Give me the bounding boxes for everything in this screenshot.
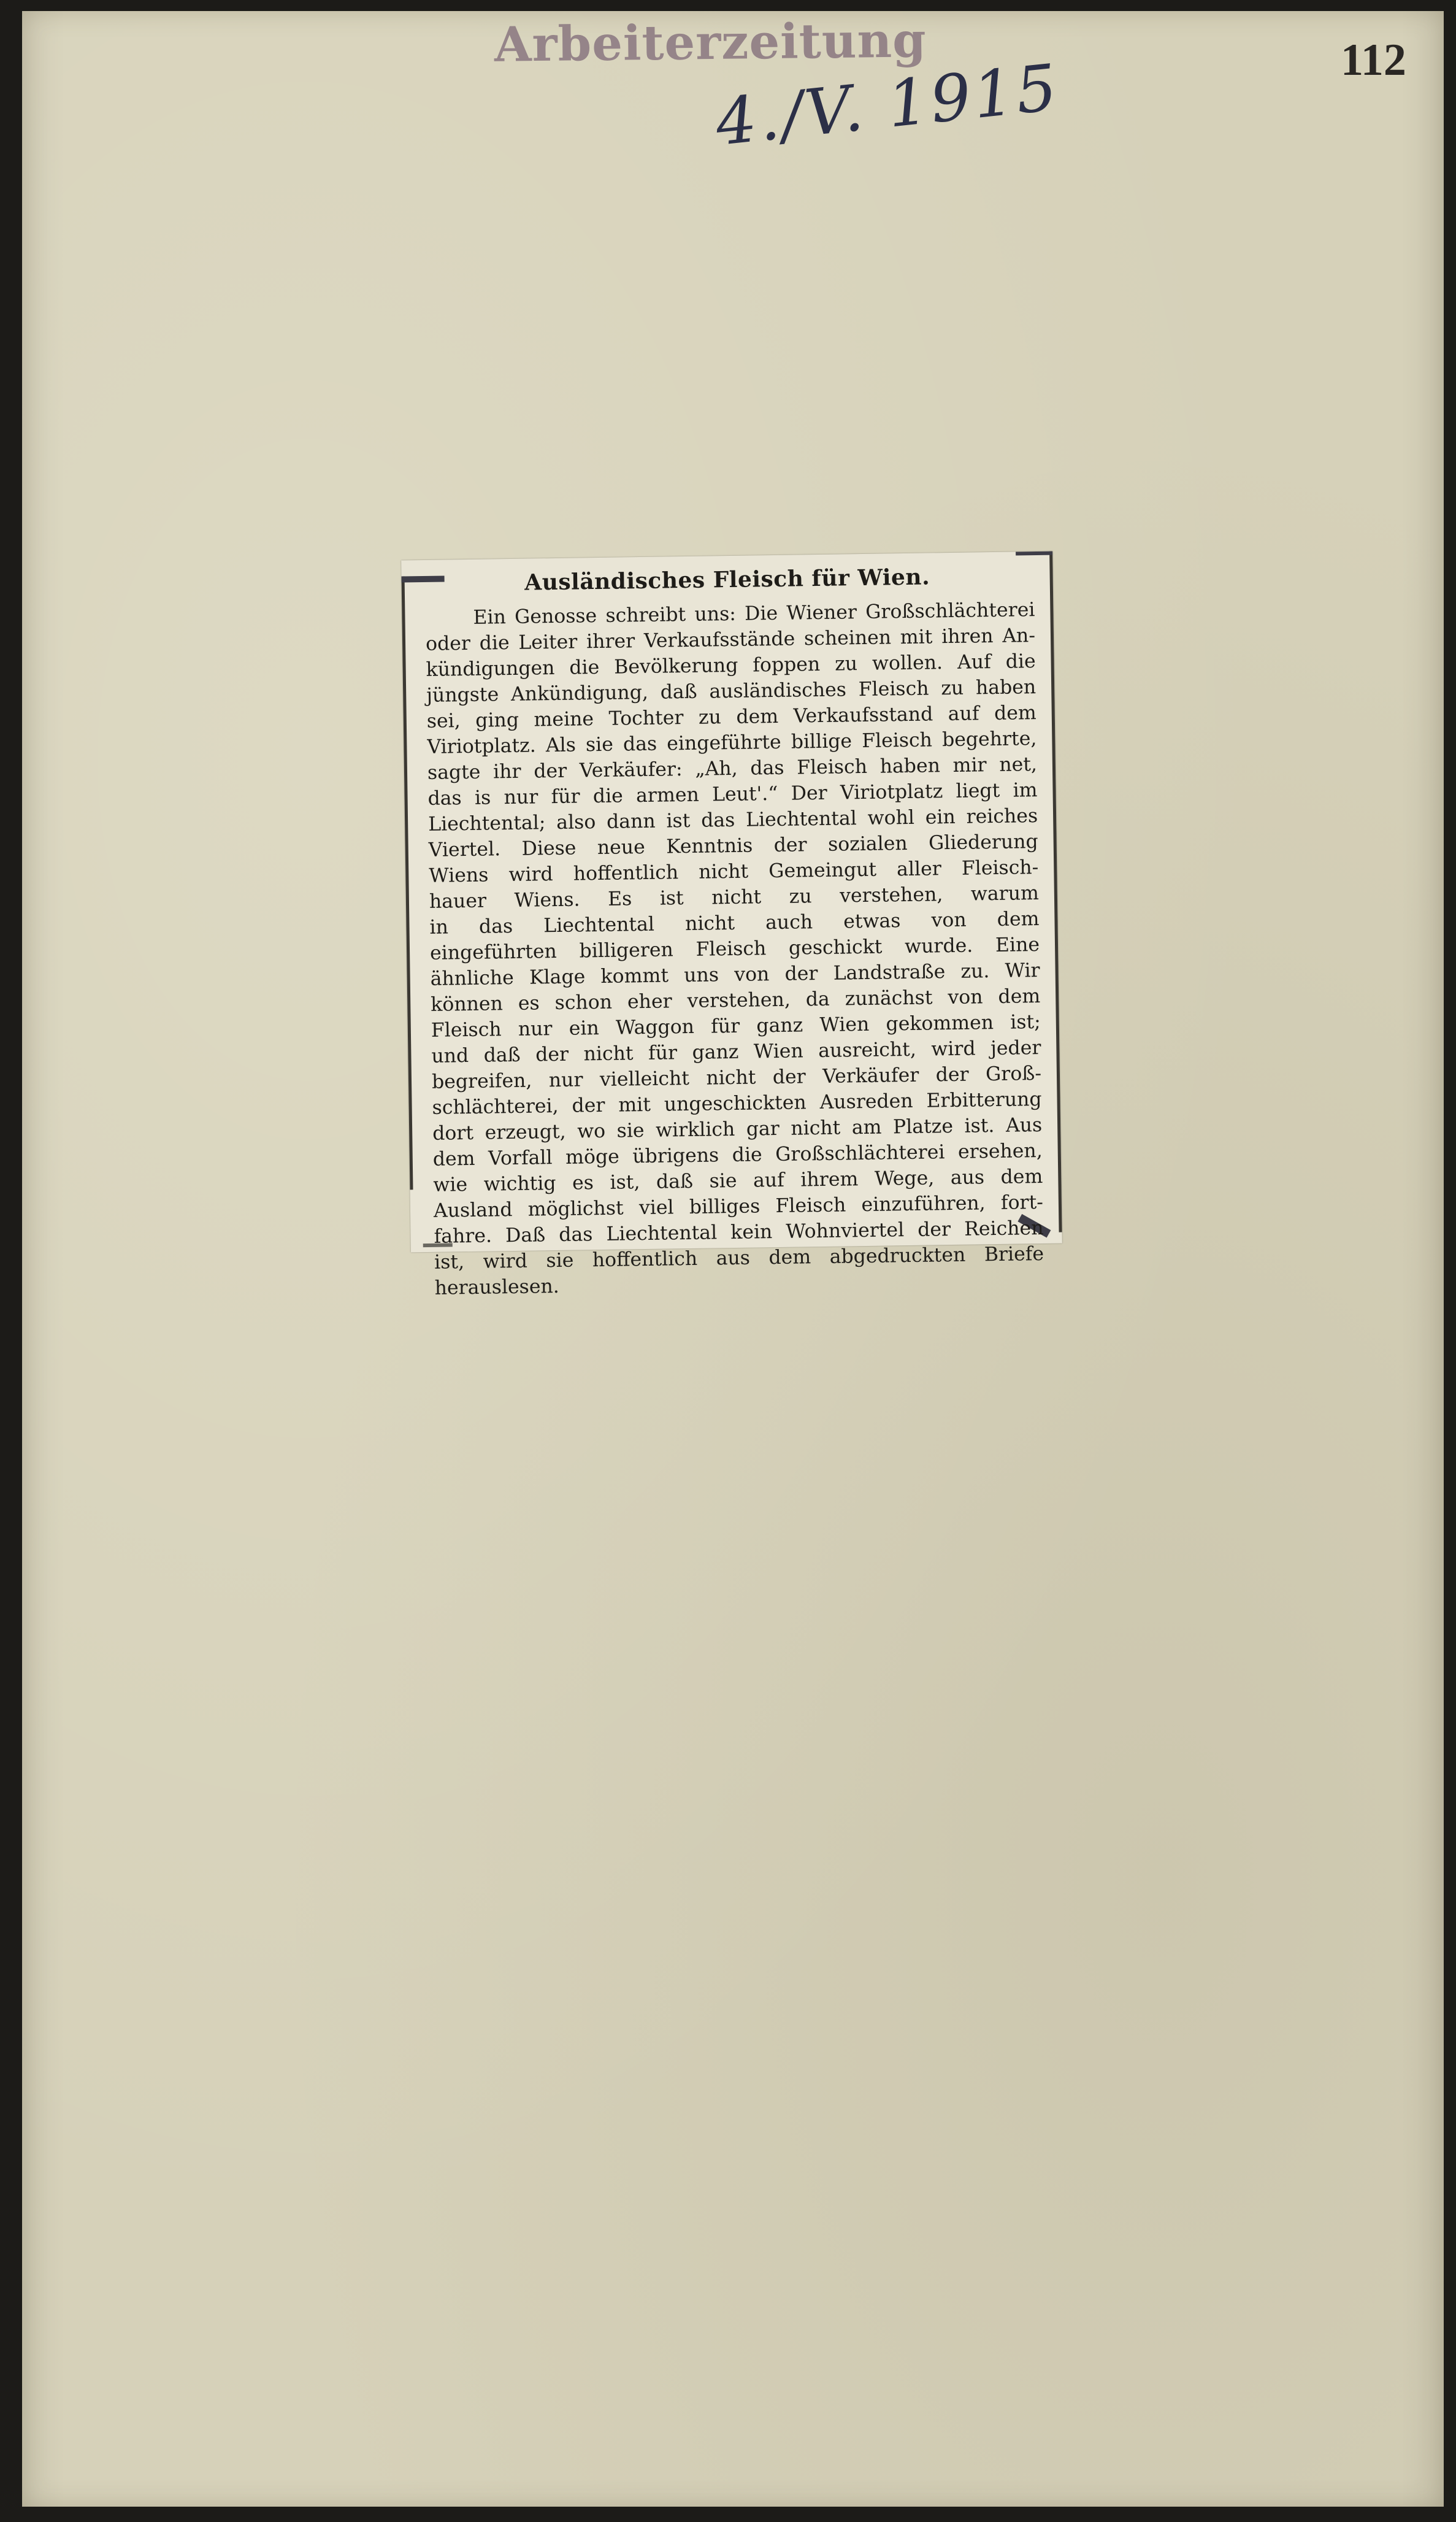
article-line: sagte ihr der Verkäufer: „Ah, das Fleisch haben mir net, xyxy=(427,753,1038,784)
archive-sheet xyxy=(22,11,1444,2507)
article-line: sei, ging meine Tochter zu dem Verkaufsstand auf dem xyxy=(426,702,1036,732)
article-line: und daß der nicht für ganz Wien ausreicht, wird jeder xyxy=(431,1036,1041,1067)
article-line: ähnliche Klage kommt uns von der Landstraße zu. Wir xyxy=(430,959,1040,990)
article-line: Fleisch nur ein Waggon für ganz Wien gekommen ist; xyxy=(431,1010,1041,1042)
clipping-corner-mark xyxy=(1016,552,1052,556)
article-line: das is nur für die armen Leut'.“ Der Viriotplatz liegt im xyxy=(427,779,1038,810)
newspaper-clipping xyxy=(401,552,1062,1299)
article-line: Viertel. Diese neue Kenntnis der sozialen Gliederung xyxy=(428,831,1038,861)
article-line: dem Vorfall möge übrigens die Großschlächterei ersehen, xyxy=(432,1139,1043,1171)
handwritten-date: 4./V. 1915 xyxy=(712,49,1063,161)
article-line: schlächterei, der mit ungeschickten Ausreden Erbitterung xyxy=(432,1088,1042,1119)
article-line: herauslesen. xyxy=(434,1275,560,1299)
article-line: wie wichtig es ist, daß sie auf ihrem Wege, aus dem xyxy=(433,1165,1043,1196)
newspaper-name-stamp: Arbeiterzeitung xyxy=(494,12,927,73)
article-line: Ein Genosse schreibt uns: Die Wiener Großschlächterei xyxy=(473,599,1035,629)
article-line: Viriotplatz. Als sie das eingeführte billige Fleisch begehrte, xyxy=(427,728,1037,758)
article-line: Ausland möglichst viel billiges Fleisch einzuführen, fort- xyxy=(433,1191,1044,1222)
article-line: Wiens wird hoffentlich nicht Gemeingut aller Fleisch- xyxy=(429,856,1039,887)
article-line: Liechtental; also dann ist das Liechtental wohl ein reiches xyxy=(427,805,1038,836)
article-line: ist, wird sie hoffentlich aus dem abgedruckten Briefe xyxy=(434,1242,1044,1274)
article-line: fahre. Daß das Liechtental kein Wohnviertel der Reichen xyxy=(434,1217,1044,1248)
article-line: kündigungen die Bevölkerung foppen zu wollen. Auf die xyxy=(426,650,1036,681)
article-line: begreifen, nur vielleicht nicht der Verkäufer der Groß- xyxy=(431,1062,1042,1093)
article-line: können es schon eher verstehen, da zunächst von dem xyxy=(431,985,1041,1016)
clipping-edge-left xyxy=(402,576,413,1190)
article-line: jüngste Ankündigung, daß ausländisches Fleisch zu haben xyxy=(426,676,1036,707)
article-title: Ausländisches Fleisch für Wien. xyxy=(524,564,930,596)
article-line: hauer Wiens. Es ist nicht zu verstehen, warum xyxy=(429,882,1040,913)
article-line: dort erzeugt, wo sie wirklich gar nicht am Platze ist. Aus xyxy=(432,1113,1043,1145)
article-line: in das Liechtental nicht auch etwas von dem xyxy=(429,908,1040,939)
article-body xyxy=(425,597,1044,1301)
page-number: 112 xyxy=(1341,35,1406,85)
article-line: eingeführten billigeren Fleisch geschickt wurde. Eine xyxy=(429,933,1040,964)
article-line: oder die Leiter ihrer Verkaufsstände scheinen mit ihren An- xyxy=(425,625,1036,655)
clipping-edge-right xyxy=(1049,552,1062,1232)
